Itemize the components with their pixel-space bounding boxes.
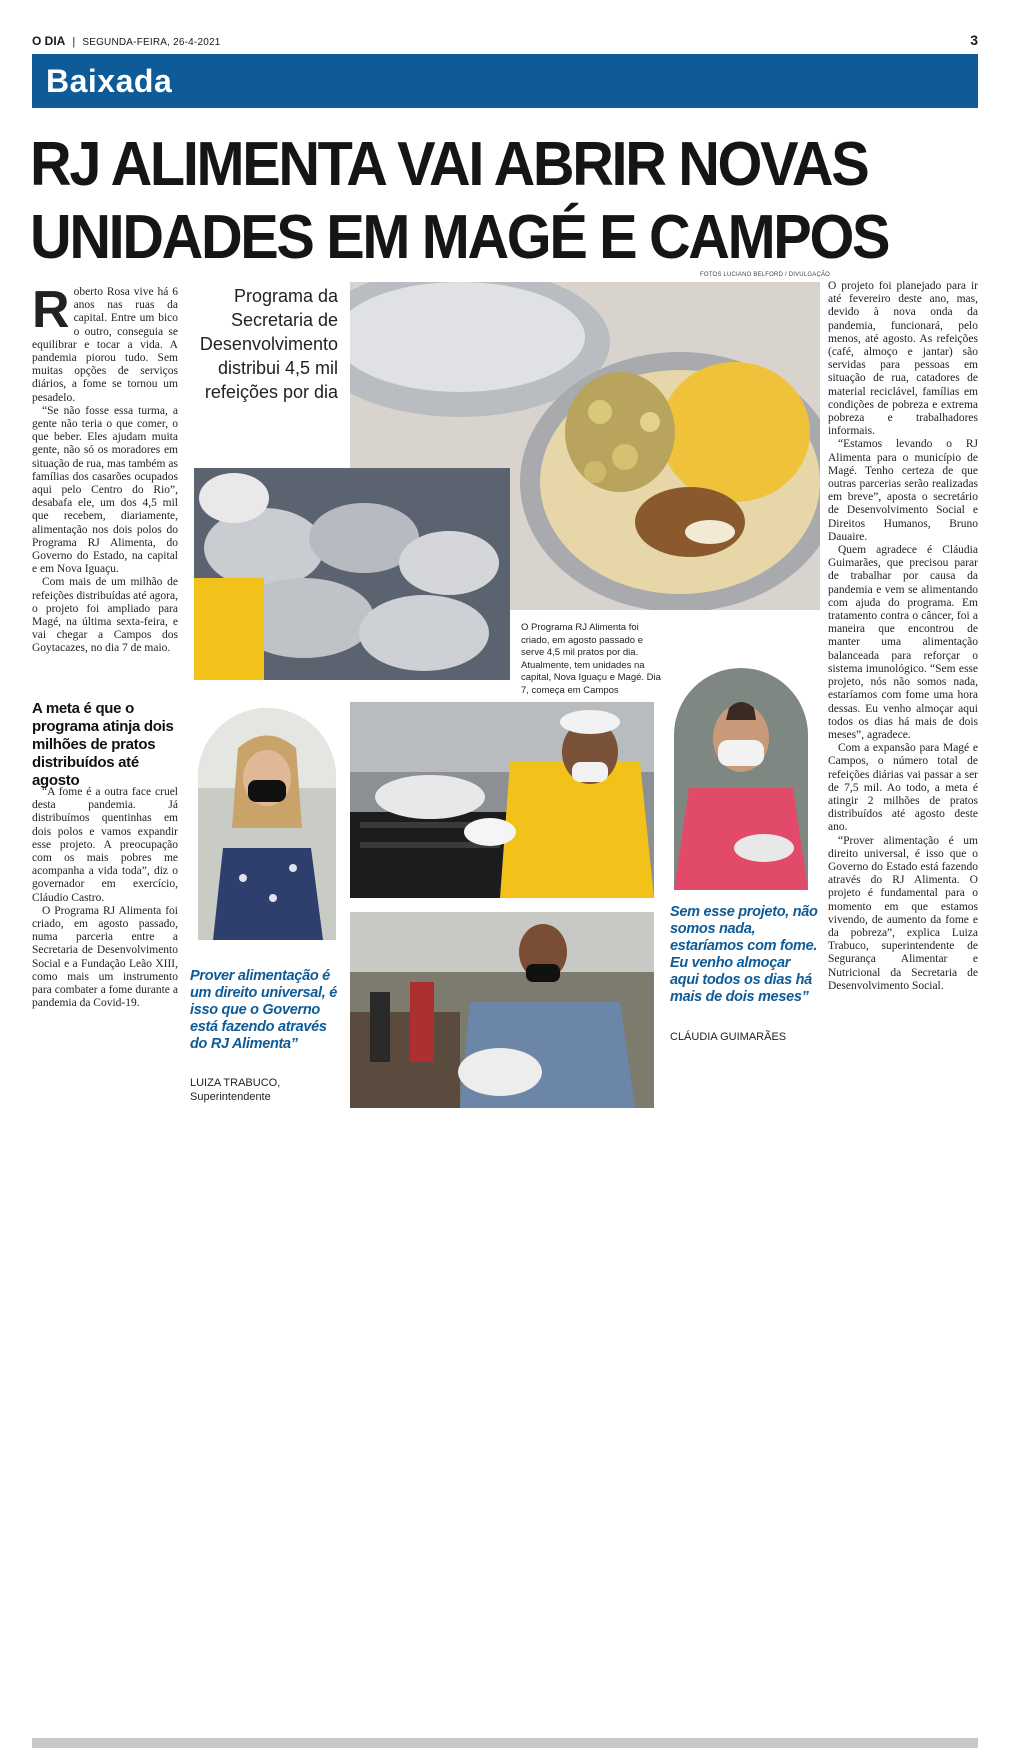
article-column-4 [828, 280, 978, 993]
paragraph: Com mais de um milhão de refeições distribuídas até agora, o projeto foi ampliado para Magé, na última sexta-feira, e vai chegar a Campos dos Goytacazes, no dia 7 de maio. [32, 576, 178, 655]
photo-foil-containers [194, 468, 510, 680]
source-name: LUIZA TRABUCO, [190, 1077, 281, 1089]
header-separator: | [72, 36, 76, 48]
paragraph: “Prover alimentação é um direito universal, é isso que o Governo do Estado está fazendo através do RJ Alimenta. O projeto é fundamental para o momento em que estamos vivendo, de aumento da fome e da pobreza”, explica Luiza Trabuco, superintendente de Segurança Alimentar e Nutricional da Secretaria de Desenvolvimento Social. [828, 834, 978, 992]
paragraph: O Programa RJ Alimenta foi criado, em agosto passado, numa parceria entre a Secretaria de Desenvolvimento Social e a Fundação Leão XIII, como mais um instrumento para combater a fome durante a pandemia da Covid-19. [32, 904, 178, 1010]
source-role: Superintendente [190, 1091, 271, 1103]
photo-caption: O Programa RJ Alimenta foi criado, em agosto passado e serve 4,5 mil pratos por dia. Atualmente, tem unidades na capital, Nova Iguaçu e Magé. Dia 7, começa em Campos [521, 622, 661, 696]
section-title: Baixada [46, 63, 173, 99]
bottom-rule [32, 1738, 978, 1748]
headline [30, 128, 914, 274]
paragraph: oberto Rosa vive há 6 anos nas ruas da capital. Entre um bico o outro, conseguia se equilibrar e tocar a vida. A pandemia piorou tudo. Sem muitas opções de serviços diários, a fome se tornou um pesadelo. [32, 286, 178, 404]
deck-line: Secretaria de [230, 310, 338, 330]
photo-woman-portrait [198, 708, 336, 940]
deck-line: distribui 4,5 mil [217, 358, 338, 378]
headline-line-2: UNIDADES EM MAGÉ E CAMPOS [30, 203, 889, 272]
paragraph: “A fome é a outra face cruel desta pandemia. Já distribuímos quentinhas em dois polos e vamos expandir esse projeto. A preocupação com os mais pobres me acompanha a vida toda”, diz o governador em exercício, Cláudio Castro. [32, 786, 178, 904]
paragraph: “Estamos levando o RJ Alimenta para o município de Magé. Tenho certeza de que outras parcerias serão realizadas em breve”, aposta o secretário de Desenvolvimento Social e Direitos Humanos, Bruno Dauaire. [828, 438, 978, 543]
deck-line: refeições por dia [204, 382, 338, 402]
publication-date: SEGUNDA-FEIRA, 26-4-2021 [82, 37, 221, 48]
photo-claudia-portrait [674, 668, 808, 890]
pull-quote-luiza: Prover alimentação é um direito universal, é isso que o Governo está fazendo através do RJ Alimenta” [190, 968, 338, 1052]
photo-credit: FOTOS LUCIANO BELFORD / DIVULGAÇÃO [700, 272, 831, 278]
article-column-1b [32, 786, 178, 1010]
pull-quote-claudia: Sem esse projeto, não somos nada, estaríamos com fome. Eu venho almoçar aqui todos os dias há mais de dois meses” [670, 904, 818, 1005]
page-number: 3 [970, 32, 978, 48]
paragraph: Com a expansão para Magé e Campos, o número total de refeições diárias vai passar a ser de 7,5 mil. Ao todo, a meta é atingir 2 milhões de pratos distribuídos até agosto deste ano. [828, 742, 978, 834]
newspaper-brand: O DIA [32, 34, 66, 48]
article-deck [180, 284, 338, 404]
drop-cap: R [32, 281, 70, 339]
deck-line: Desenvolvimento [199, 334, 338, 354]
pull-quote-source [190, 1076, 340, 1104]
page-header [32, 34, 978, 50]
paragraph: Quem agradece é Cláudia Guimarães, que precisou parar de trabalhar por causa da pandemia e vem se alimentando com ajuda do programa. Em tratamento contra o câncer, foi a maneira que encontrou de manter uma alimentação balanceada para reforçar o sistema imunológico. “Sem esse projeto, nós não somos nada, estaríamos com fome uma hora dessas. Eu venho almoçar aqui todos os dias há mais de dois meses”, agradece. [828, 544, 978, 741]
photo-man-with-meal [350, 912, 654, 1108]
pull-quote-source: CLÁUDIA GUIMARÃES [670, 1031, 787, 1043]
subheading: A meta é que o programa atinja dois milhões de pratos distribuídos até agosto [32, 700, 174, 789]
paragraph: O projeto foi planejado para ir até fevereiro deste ano, mas, devido à nova onda da pandemia, funcionará, pelo menos, até agosto. As refeições (café, almoço e jantar) são servidas para pessoas em situação de rua, catadores de material reciclável, famílias em condições de pobreza e extrema pobreza e trabalhadores informais. [828, 280, 978, 438]
headline-line-1: RJ ALIMENTA VAI ABRIR NOVAS [30, 130, 868, 199]
photo-food-distribution [32, 1068, 978, 1732]
paragraph: “Se não fosse essa turma, a gente não teria o que comer, o que beber. Eles ajudam muita gente, não só os moradores em situação de rua, mas também as famílias dos casarões ocupados aqui pelo Centro do Rio”, desabafa ele, um dos 4,5 mil que recebem, diariamente, alimentação nos dois polos do Programa RJ Alimenta, do Governo do Estado, na capital e em Nova Iguaçu. [32, 404, 178, 576]
deck-line: Programa da [233, 286, 338, 306]
article-column-1 [32, 281, 178, 656]
section-banner [32, 54, 978, 108]
photo-worker-crates [350, 702, 654, 898]
